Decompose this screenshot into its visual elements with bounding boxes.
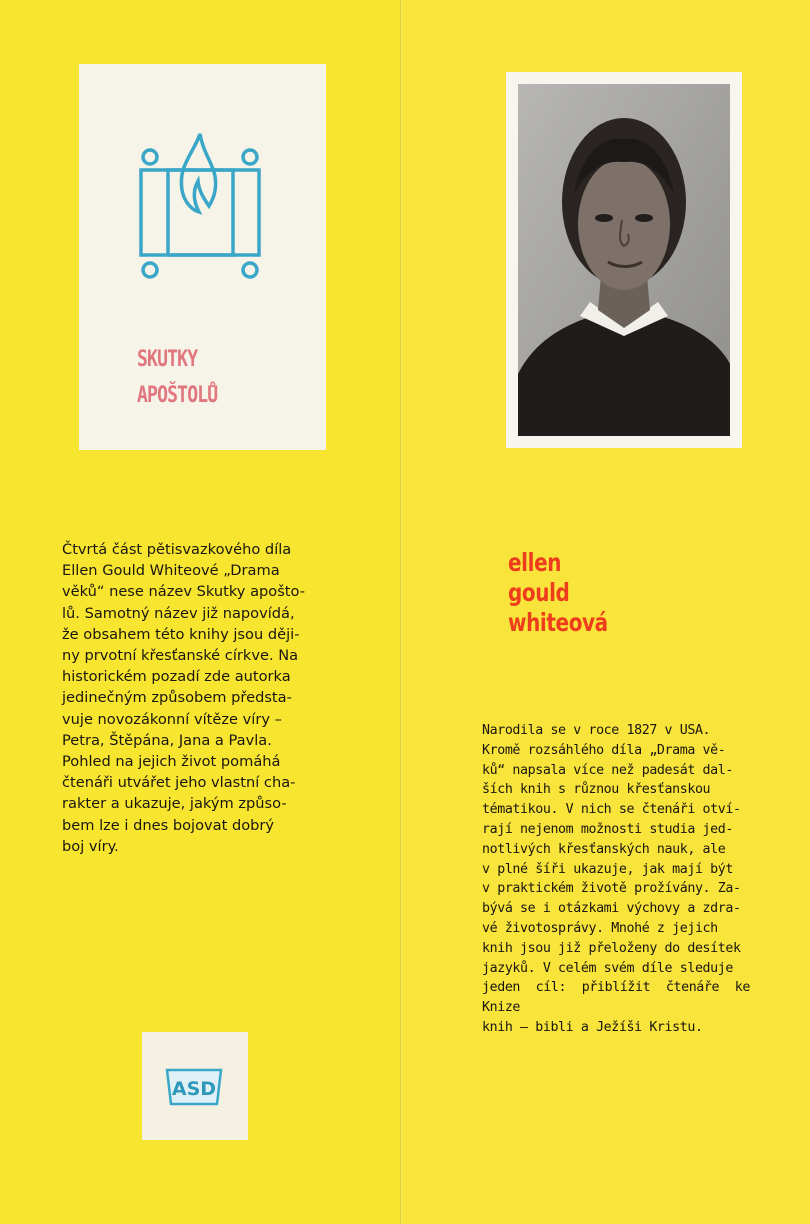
cover-title-line-2: APOŠTOLŮ [137,383,218,408]
publisher-logo-text: ASD [171,1078,217,1100]
cover-title-line-1: SKUTKY [137,347,198,372]
torah-scroll-with-flame-icon [137,124,267,284]
author-name-line-2: gould [508,578,570,607]
cover-title [137,342,268,414]
author-name [508,548,628,638]
right-flap [402,0,810,1224]
author-photo-frame [506,72,742,448]
author-name-line-3: whiteová [508,608,608,637]
book-description: Čtvrtá část pětisvazkového díla Ellen Gould Whiteové „Drama věků“ nese název Skutky apošto- lů. Samotný název již napovídá, že obsahem této knihy jsou ději- ny prvotní křesťanské církve. Na historickém pozadí zde autorka jedinečným způsobem předsta- vuje novozákonní vítěze víry – Petra, Štěpána, Jana a Pavla. Pohled na jejich život pomáhá čtenáři utvářet jeho vlastní cha- rakter a ukazuje, jakým způso- bem lze i dnes bojovat dobrý boj víry. [62,541,305,855]
author-portrait-photo [518,84,730,436]
publisher-logo-icon [163,1064,227,1110]
author-biography: Narodila se v roce 1827 v USA. Kromě rozsáhlého díla „Drama vě- ků“ napsala více než padesát dal- ších knih s různou křesťanskou tématikou. V nich se čtenáři otví- rají nejenom možnosti studia jed- notlivých křesťanských nauk, ale v plné šíři ukazuje, jak mají být v praktickém životě prožívány. Za- bývá se i otázkami výchovy a zdra- vé životosprávy. Mnohé z jejich knih jsou již přeloženy do desítek jazyků. V celém svém díle sleduje jeden cíl: přiblížit čtenáře ke Knize knih — bibli a Ježíši Kristu. [482,723,750,1035]
left-flap [0,0,402,1224]
author-name-line-1: ellen [508,548,562,577]
cover-thumbnail [79,64,326,450]
publisher-card [142,1032,248,1140]
